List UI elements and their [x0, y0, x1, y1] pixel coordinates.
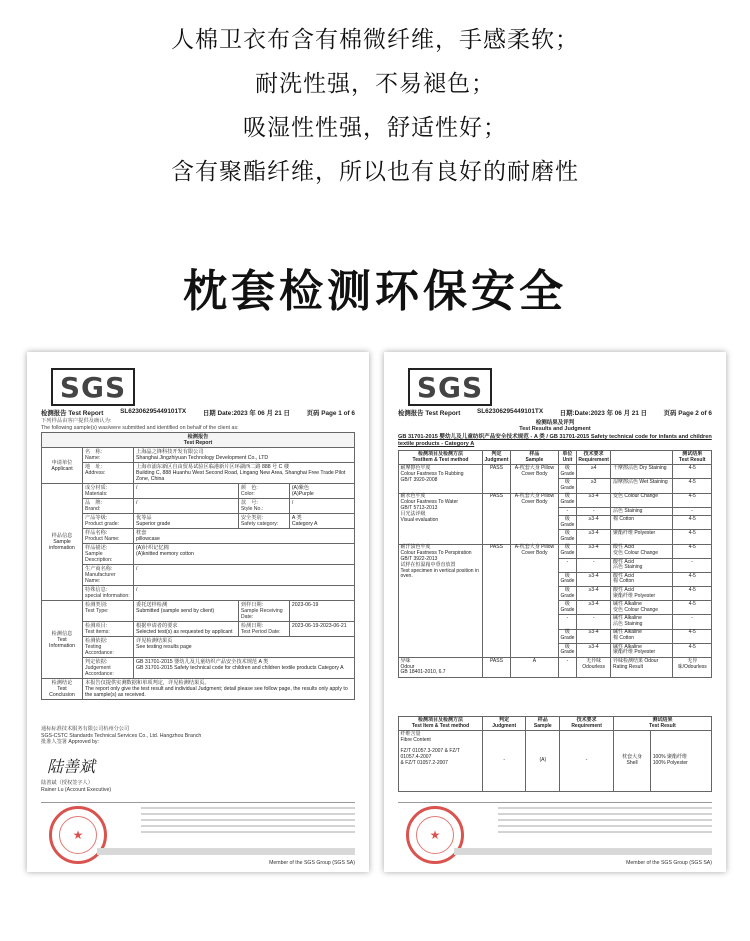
requirement-cell: ≥3-4 [576, 516, 611, 530]
requirement-cell: ≥3-4 [576, 587, 611, 601]
result-cell: 4-5 [673, 572, 712, 586]
fibre-requirement: - [560, 731, 614, 792]
signature: 陆善斌 [47, 757, 96, 776]
receiving-date-label: 到样日期: Sample Receiving Date: [238, 601, 289, 622]
odour-item: 异味 Odour GB 18401-2010, 6.7 [399, 658, 483, 678]
col-sample: 样品 Sample [526, 717, 560, 731]
test-name-cell: 聚酯纤维 Polyester [611, 530, 673, 544]
rubbing-sample: A-枕套大身 Pillow Cover Body [510, 465, 558, 493]
name-label: 名 称: Name: [83, 448, 134, 463]
unit-cell: 级 Grade [558, 530, 576, 544]
results-table [398, 450, 712, 678]
star-icon: ★ [59, 816, 97, 854]
unit-cell: 级 Grade [558, 601, 576, 615]
water-item: 耐水色牢度 Colour Fastness To Water GB/T 5713-2013 目光法评级 Visual evaluation [399, 493, 483, 544]
address-label: 地 址: Address: [83, 463, 134, 484]
report-info-table [41, 432, 355, 700]
test-period-label: 检测日期: Test Period Date: [238, 622, 289, 637]
fine-print-line [498, 825, 712, 827]
fibre-part: 枕套大身 Shell [613, 731, 650, 792]
address-value: 上海市浦东新区自由贸易试验区临港新片区环湖西二路 888 号 C 楼 Building C, 888 Huanhu West Second Road, Lingang New Area, Shanghai Free Trade Pilot Zone, China [134, 463, 355, 484]
brand-value: / [134, 499, 239, 514]
receiving-date-value: 2023-06-19 [289, 601, 354, 622]
result-cell: 4-5 [673, 643, 712, 657]
test-period-value: 2023-06-19-2023-06-21 [289, 622, 354, 637]
table-title: 检测报告 Test Report [42, 433, 355, 448]
col-item: 检测项目及检测方法 Test Item & Test method [399, 717, 483, 731]
test-items-value: 根据申请者的要求 Selected test(s) as requested by applicant [134, 622, 239, 637]
fine-print-line [141, 813, 355, 815]
fibre-judgment: - [483, 731, 526, 792]
safety-value: A 类 Category A [289, 514, 354, 529]
contact-bar [454, 848, 712, 855]
odour-judgment: PASS [483, 658, 511, 678]
unit-cell: 级 Grade [558, 465, 576, 479]
report-page-number: 页码 Page 1 of 6 [306, 410, 355, 417]
intro-line: 人棉卫衣布含有棉微纤维，手感柔软； [171, 27, 579, 53]
inspection-seal [49, 806, 107, 864]
fine-print-line [498, 831, 712, 833]
test-name-cell: 异味检测结果 Odour Rating Result [611, 658, 673, 678]
col-requirement: 技术要求 Requirement [560, 717, 614, 731]
report-header [41, 408, 355, 417]
test-name-cell: 酸性 Acid 变色 Colour Change [611, 544, 673, 558]
perspiration-judgment: PASS [483, 544, 511, 658]
test-name-cell: 棉 Cotton [611, 516, 673, 530]
conclusion-value: 本报告仅提供实测数据和单项判定，详见检测结果页。 The report only give the test result and individual Judgment; detail please see follow page, the results only apply to the sample(s) as received. [83, 679, 355, 700]
test-name-cell: 酸性 Acid 棉 Cotton [611, 572, 673, 586]
col-result: 测试结果 Test Result [673, 451, 712, 465]
test-type-value: 委托送样检测 Submitted (sample send by client) [134, 601, 239, 622]
report-date: 日期:Date:2023 年 06 月 21 日 [559, 410, 648, 417]
water-sample: A-枕套大身 Pillow Cover Body [510, 493, 558, 544]
result-cell: 4-5 [673, 479, 712, 493]
judgement-value: GB 31701-2015 婴幼儿及儿童纺织产品安全技术规范 A 类 GB 31701-2015 Safety technical code for children and children textile products Category A [134, 658, 355, 679]
fibre-table [398, 716, 712, 792]
judgement-label: 判定依据: Judgement Accordance: [83, 658, 134, 679]
result-cell: - [673, 558, 712, 572]
requirement-cell: 无异味 Odourless [576, 658, 611, 678]
result-cell: 4-5 [673, 465, 712, 479]
fibre-result: 100% 聚酯纤维 100% Polyester [651, 731, 712, 792]
issuing-company: 通标标准技术服务有限公司杭州分公司 SGS-CSTC Standards Technical Services Co., Ltd. Hangzhou Branch 批准人签署 Approved by: [41, 726, 202, 745]
special-value: / [134, 586, 355, 601]
unit-cell: 级 Grade [558, 516, 576, 530]
name-value: 上海晶之锋科技开发有限公司 Shanghai Jingzhiyuan Technology Development Co., LTD [134, 448, 355, 463]
result-cell: 无异味/Odourless [673, 658, 712, 678]
requirement-cell: ≥3-4 [576, 601, 611, 615]
requirement-cell: ≥3-4 [576, 629, 611, 643]
brand-label: 品 牌: Brand: [83, 499, 134, 514]
requirement-cell: ≥3-4 [576, 643, 611, 657]
test-items-label: 检测项目: Test items: [83, 622, 134, 637]
color-value: (A)紫色 (A)Purple [289, 484, 354, 499]
unit-cell: 级 Grade [558, 493, 576, 507]
report-page-number: 页码 Page 2 of 6 [663, 410, 712, 417]
test-name-cell: 碱性 Alkaline 聚酯纤维 Polyester [611, 643, 673, 657]
applicant-section: 申请单位 Applicant [42, 448, 83, 484]
intro-line: 含有聚酯纤维，所以也有良好的耐磨性 [171, 159, 579, 185]
manufacturer-value: / [134, 565, 355, 586]
fine-print-line [498, 813, 712, 815]
result-cell: - [673, 615, 712, 629]
report-page-1 [27, 352, 369, 872]
col-judgment: 判定 Judgment [483, 717, 526, 731]
sgs-logo: SGS [408, 368, 492, 406]
result-cell: 4-5 [673, 587, 712, 601]
grade-value: 优等品 Superior grade [134, 514, 239, 529]
requirement-cell: - [576, 615, 611, 629]
test-name-cell: 碱性 Alkaline 棉 Cotton [611, 629, 673, 643]
unit-cell: 级 Grade [558, 643, 576, 657]
intro-line: 耐洗性强，不易褪色； [255, 71, 495, 97]
fine-print-line [498, 807, 712, 809]
unit-cell: - [558, 658, 576, 678]
rubbing-judgment: PASS [483, 465, 511, 493]
signer-name: 陆善斌（授权签字人） Rainer Lu (Account Executive) [41, 780, 112, 793]
sample-section: 样品信息 Sample information [42, 484, 83, 601]
test-name-cell: 沾色 Staining [611, 507, 673, 515]
fine-print-line [141, 819, 355, 821]
report-label: 检测报告 Test Report [398, 410, 461, 417]
fine-print-line [141, 831, 355, 833]
report-page-2 [384, 352, 726, 872]
test-name-cell: 碱性 Alkaline 变色 Colour Change [611, 601, 673, 615]
inspection-seal [406, 806, 464, 864]
report-label: 检测报告 Test Report [41, 410, 104, 417]
requirement-cell: ≥3-4 [576, 493, 611, 507]
fibre-item: 纤维含量 Fibre Content FZ/T 01057.3-2007 & FZ/T 01057.4-2007 & FZ/T 01057.2-2007 [399, 731, 483, 792]
accordance-value: 详见检测结果页 See testing results page [134, 637, 355, 658]
col-test-name [611, 451, 673, 465]
materials-value: / [134, 484, 239, 499]
unit-cell: - [558, 615, 576, 629]
conclusion-section: 检测结论 Test Conclusion [42, 679, 83, 700]
grade-label: 产品等级: Product grade: [83, 514, 134, 529]
col-judgment: 判定 Judgment [483, 451, 511, 465]
result-cell: 4-5 [673, 601, 712, 615]
style-value: / [289, 499, 354, 514]
requirement-cell: ≥4 [576, 465, 611, 479]
fine-print-line [141, 807, 355, 809]
contact-bar [97, 848, 355, 855]
odour-sample: A [510, 658, 558, 678]
unit-cell: 级 Grade [558, 572, 576, 586]
test-name-cell: 酸性 Acid 沾色 Staining [611, 558, 673, 572]
test-type-label: 检测类别: Test Type: [83, 601, 134, 622]
result-cell: 4-5 [673, 629, 712, 643]
description-value: (A)针织记忆棉 (A)knitted memory cotton [134, 544, 355, 565]
result-cell: 4-5 [673, 516, 712, 530]
product-label: 样品名称: Product Name: [83, 529, 134, 544]
requirement-cell: - [576, 558, 611, 572]
unit-cell: 级 Grade [558, 629, 576, 643]
result-cell: - [673, 507, 712, 515]
requirement-cell: ≥3-4 [576, 572, 611, 586]
col-unit: 单位 Unit [558, 451, 576, 465]
fine-print-line [141, 825, 355, 827]
unit-cell: 级 Grade [558, 587, 576, 601]
safety-label: 安全类别: Safety category: [238, 514, 289, 529]
color-label: 颜 色: Color: [238, 484, 289, 499]
intro-text [0, 18, 750, 194]
accordance-label: 检测依据: Testing Accordance: [83, 637, 134, 658]
sample-note: 下列样品由客户提供及确认为: The following sample(s) was/were submitted and identified on behalf of the client as: [41, 418, 239, 431]
test-name-cell: 变色 Colour Change [611, 493, 673, 507]
test-section: 检测信息 Test Information [42, 601, 83, 679]
test-name-cell: 干摩擦沾色 Dry Staining [611, 465, 673, 479]
col-requirement: 技术要求 Requirement [576, 451, 611, 465]
test-name-cell: 碱性 Alkaline 沾色 Staining [611, 615, 673, 629]
test-name-cell: 湿摩擦沾色 Wet Staining [611, 479, 673, 493]
report-number: SL62306295449101TX [120, 408, 187, 415]
perspiration-item: 耐汗渍色牢度 Colour Fastness To Perspiration GB/T 3922-2013 试样在恒温箱中垂直放置 Test specimen in vertical position in oven. [399, 544, 483, 658]
style-label: 款 号: Style No.: [238, 499, 289, 514]
member-note: Member of the SGS Group (SGS SA) [269, 860, 355, 866]
requirement-cell: ≥3-4 [576, 544, 611, 558]
unit-cell: - [558, 507, 576, 515]
col-sample: 样品 Sample [510, 451, 558, 465]
water-judgment: PASS [483, 493, 511, 544]
report-header [398, 408, 712, 417]
manufacturer-label: 生产商名称: Manufacturer Name: [83, 565, 134, 586]
intro-line: 吸湿性性强，舒适性好； [243, 115, 507, 141]
fine-print-line [498, 819, 712, 821]
result-cell: 4-5 [673, 530, 712, 544]
requirement-cell: ≥3-4 [576, 530, 611, 544]
unit-cell: 级 Grade [558, 544, 576, 558]
unit-cell: 级 Grade [558, 479, 576, 493]
requirement-cell: - [576, 507, 611, 515]
standard-title: GB 31701-2015 婴幼儿及儿童纺织产品安全技术规范 - A 类 / GB 31701-2015 Safety technical code for infants and children textile products - Category A [398, 434, 712, 447]
description-label: 样品描述: Sample Description: [83, 544, 134, 565]
report-date: 日期 Date:2023 年 06 月 21 日 [202, 410, 290, 417]
rubbing-item: 耐摩擦色牢度 Colour Fastness To Rubbing GB/T 3920-2008 [399, 465, 483, 493]
col-result: 测试结果 Test Result [613, 717, 711, 731]
results-title: 检测结果及评判 Test Results and Judgment [519, 420, 591, 432]
fibre-sample: (A) [526, 731, 560, 792]
test-name-cell: 酸性 Acid 聚酯纤维 Polyester [611, 587, 673, 601]
unit-cell: - [558, 558, 576, 572]
requirement-cell: ≥3 [576, 479, 611, 493]
materials-label: 成分材质: Materials: [83, 484, 134, 499]
result-cell: 4-5 [673, 493, 712, 507]
col-item: 检测项目及检测方法 TestItem & Test method [399, 451, 483, 465]
report-number: SL62306295449101TX [476, 408, 544, 415]
sgs-logo: SGS [51, 368, 135, 406]
result-cell: 4-5 [673, 544, 712, 558]
perspiration-sample: A-枕套大身 Pillow Cover Body [510, 544, 558, 658]
special-label: 特殊信息: special information: [83, 586, 134, 601]
product-value: 枕套 pillowcase [134, 529, 355, 544]
star-icon: ★ [416, 816, 454, 854]
headline: 枕套检测环保安全 [183, 266, 567, 317]
member-note: Member of the SGS Group (SGS SA) [626, 860, 712, 866]
